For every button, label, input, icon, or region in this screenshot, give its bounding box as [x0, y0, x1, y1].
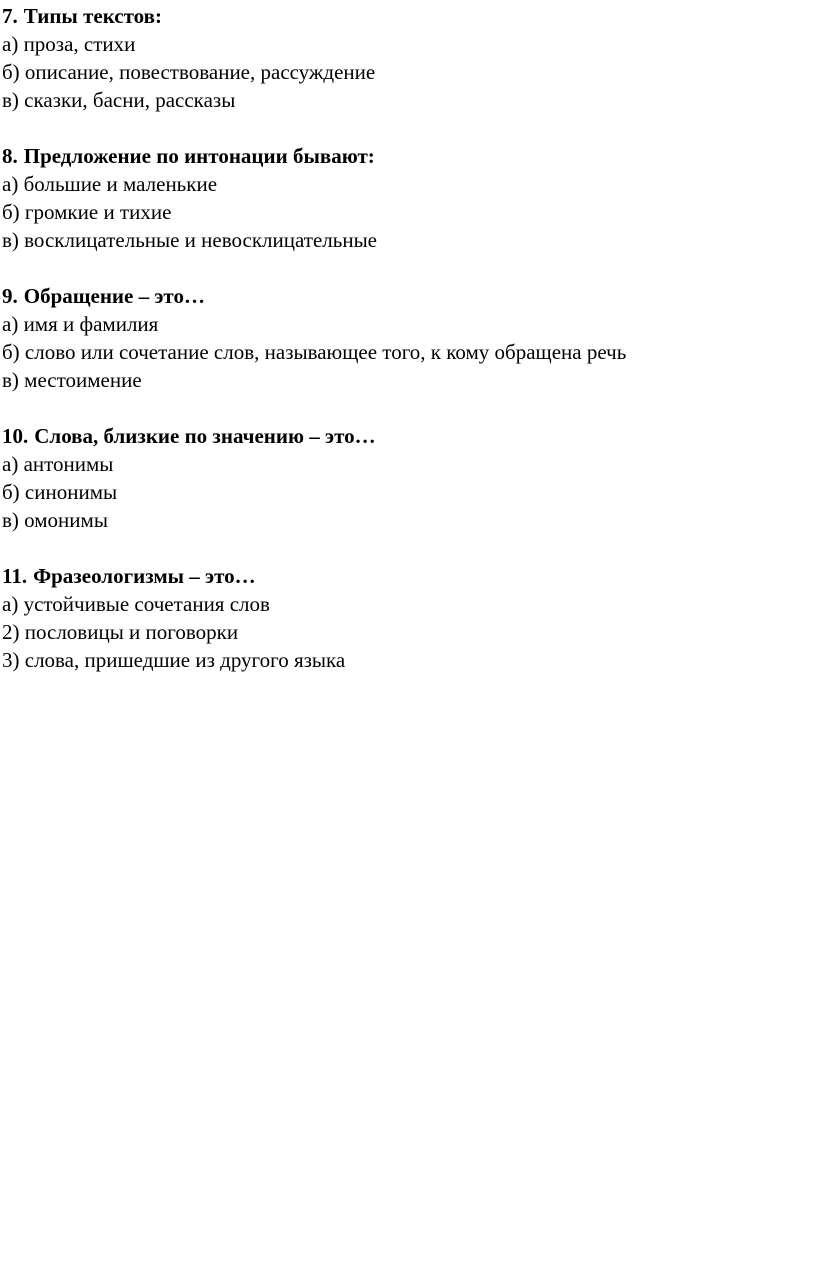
answer-option: в) местоимение [2, 368, 142, 392]
question-text: Фразеологизмы – это… [33, 564, 256, 588]
answer-option: в) сказки, басни, рассказы [2, 88, 236, 112]
question-text: Обращение – это… [23, 284, 205, 308]
question-number: 10. [2, 424, 29, 448]
question-title [2, 2, 802, 30]
answer-option: б) громкие и тихие [2, 200, 172, 224]
answer-option: а) большие и маленькие [2, 172, 218, 196]
answer-option: б) слово или сочетание слов, называющее того, к кому обращена речь [2, 340, 627, 364]
question-title [2, 562, 802, 590]
question-number: 8. [2, 144, 18, 168]
question-10 [2, 422, 802, 534]
question-number: 11. [2, 564, 28, 588]
answer-option: 2) пословицы и поговорки [2, 620, 239, 644]
question-text: Слова, близкие по значению – это… [34, 424, 376, 448]
question-9 [2, 282, 802, 394]
question-title [2, 282, 802, 310]
answer-option: а) проза, стихи [2, 32, 136, 56]
answer-option: в) омонимы [2, 508, 108, 532]
question-8 [2, 142, 802, 254]
answer-option: б) синонимы [2, 480, 118, 504]
question-number: 9. [2, 284, 18, 308]
question-7 [2, 2, 802, 114]
question-text: Предложение по интонации бывают: [23, 144, 375, 168]
question-number: 7. [2, 4, 18, 28]
answer-option: б) описание, повествование, рассуждение [2, 60, 376, 84]
question-title [2, 142, 802, 170]
answer-option: а) имя и фамилия [2, 312, 159, 336]
answer-option: в) восклицательные и невосклицательные [2, 228, 378, 252]
answer-option: а) антонимы [2, 452, 114, 476]
answer-option: а) устойчивые сочетания слов [2, 592, 270, 616]
answer-option: 3) слова, пришедшие из другого языка [2, 648, 346, 672]
question-text: Типы текстов: [23, 4, 162, 28]
question-title [2, 422, 802, 450]
document-page [2, 0, 802, 674]
question-11 [2, 562, 802, 674]
